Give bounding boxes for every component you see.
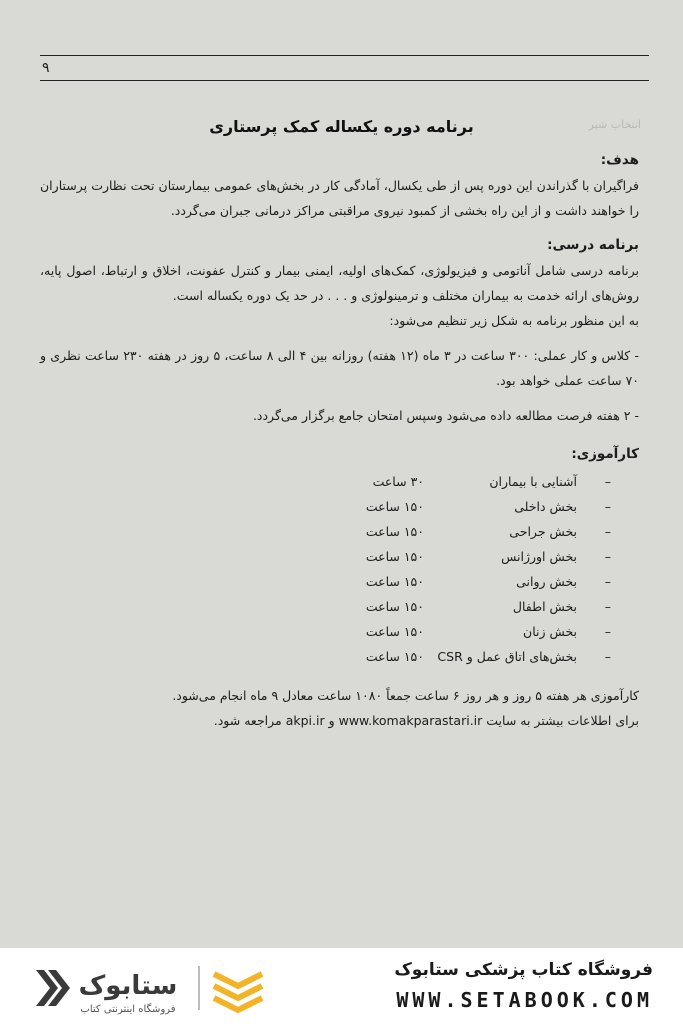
training-row [40, 544, 639, 569]
training-dash: – [604, 599, 611, 614]
bullet-exam: - ۲ هفته فرصت مطالعه داده می‌شود وسپس امتحان جامع برگزار می‌گردد. [252, 408, 639, 423]
info-text: برای اطلاعات بیشتر به سایت www.komakparastari.ir و akpi.ir مراجعه شود. [213, 713, 639, 728]
training-hours: ۱۵۰ ساعت [365, 499, 424, 514]
training-dash: – [604, 474, 611, 489]
bullet-classes: - کلاس و کار عملی: ۳۰۰ ساعت در ۳ ماه (۱۲ هفته) روزانه بین ۴ الی ۸ ساعت، ۵ روز در هفته ۲۳۰ ساعت نظری و ۷۰ ساعت عملی خواهد بود. [40, 348, 639, 388]
training-label: آشنایی با بیماران [489, 474, 577, 489]
training-hours: ۱۵۰ ساعت [365, 524, 424, 539]
training-row [40, 644, 639, 669]
page-content [40, 148, 639, 733]
training-heading: کارآموزی: [571, 446, 639, 462]
training-label: بخش داخلی [514, 499, 577, 514]
training-label: بخش جراحی [509, 524, 577, 539]
training-hours: ۱۵۰ ساعت [365, 549, 424, 564]
training-label: بخش اطفال [512, 599, 577, 614]
arrangement-text: به این منظور برنامه به شکل زیر تنظیم می‌شود: [389, 313, 639, 328]
training-row [40, 494, 639, 519]
training-dash: – [604, 549, 611, 564]
training-label: بخش زنان [523, 624, 577, 639]
training-summary: کارآموزی هر هفته ۵ روز و هر روز ۶ ساعت جمعاً ۱۰۸۰ ساعت معادل ۹ ماه انجام می‌شود. [172, 688, 639, 703]
curriculum-text: برنامه درسی شامل آناتومی و فیزیولوژی، کمک‌های اولیه، ایمنی بیمار و کنترل عفونت، اخلاق و ارتباط، اصول پایه، روش‌های ارائه خدمت به بیماران مختلف و ترمینولوژی و . . . در حد یک دوره یکساله است. [40, 263, 639, 303]
store-url[interactable]: WWW.SETABOOK.COM [396, 988, 653, 1012]
training-dash: – [604, 524, 611, 539]
store-name: فروشگاه کتاب پزشکی ستابوک [394, 960, 653, 980]
page-number: ۹ [42, 60, 50, 76]
book-icon [214, 974, 262, 1010]
training-hours: ۱۵۰ ساعت [365, 599, 424, 614]
training-hours: ۳۰ ساعت [372, 474, 424, 489]
training-hours: ۱۵۰ ساعت [365, 624, 424, 639]
training-row [40, 469, 639, 494]
training-dash: – [604, 649, 611, 664]
training-label: بخش روانی [516, 574, 577, 589]
logo-subtitle: فروشگاه اینترنتی کتاب [80, 1004, 176, 1015]
training-row [40, 569, 639, 594]
training-row [40, 594, 639, 619]
header-rule-bottom [40, 80, 649, 81]
logo-text: ستابوک [78, 971, 178, 1001]
bleed-through-text: انتخاب شیر [588, 118, 641, 131]
training-hours: ۱۵۰ ساعت [365, 649, 424, 664]
training-dash: – [604, 574, 611, 589]
training-row [40, 619, 639, 644]
store-banner [0, 948, 683, 1024]
training-dash: – [604, 499, 611, 514]
training-hours: ۱۵۰ ساعت [365, 574, 424, 589]
page-title: برنامه دوره یکساله کمک پرستاری [209, 117, 474, 136]
setabook-logo [28, 960, 268, 1016]
training-row [40, 519, 639, 544]
header-rule-top [40, 55, 649, 56]
training-label: بخش‌های اتاق عمل و CSR [437, 649, 577, 664]
curriculum-heading: برنامه درسی: [547, 237, 639, 253]
goal-text: فراگیران با گذراندن این دوره پس از طی یکسال، آمادگی کار در بخش‌های عمومی بیمارستان تحت نظارت پرستاران را خواهند داشت و از این راه بخشی از کمبود نیروی مراقبتی مراکز درمانی جبران می‌گردد. [40, 178, 639, 218]
training-label: بخش اورژانس [501, 549, 577, 564]
training-dash: – [604, 624, 611, 639]
goal-heading: هدف: [600, 152, 639, 168]
training-list [40, 469, 639, 669]
